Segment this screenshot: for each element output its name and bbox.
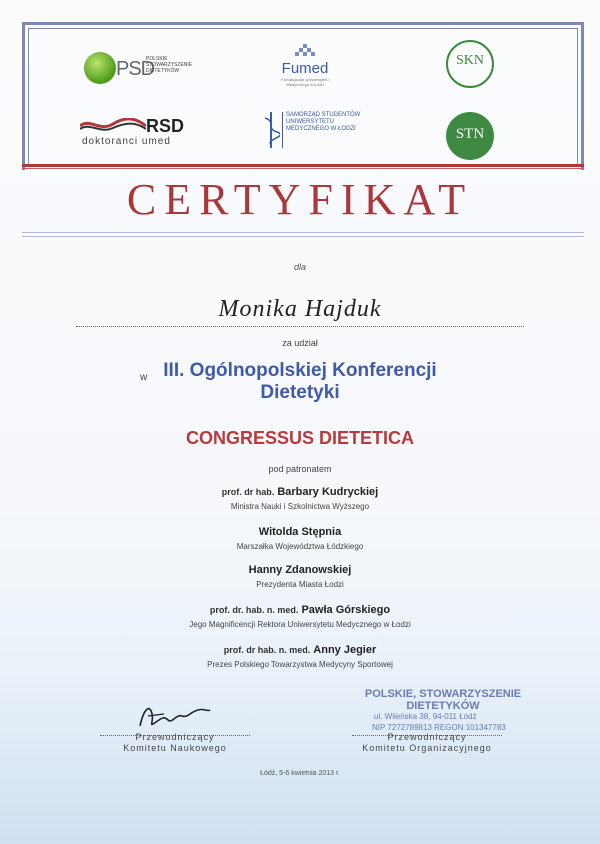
conference-name: III. Ogólnopolskiej Konferencji Dietetyki (163, 360, 437, 403)
patron-name: Hanny Zdanowskiej (248, 564, 352, 576)
patron-role: Prezes Polskiego Towarzystwa Medycyny Sportowej (207, 660, 393, 669)
for-label: dla (293, 262, 306, 272)
patron-item (0, 644, 600, 669)
patron-prefix: prof. dr hab. (221, 487, 275, 497)
fumed-dots-icon (295, 44, 315, 60)
patron-name: Witolda Stępnia (258, 526, 342, 538)
skn-logo (446, 40, 494, 88)
caduceus-icon (262, 110, 280, 150)
title-divider (22, 232, 584, 233)
left-signature-label (100, 732, 250, 754)
samorzad-logo (262, 110, 362, 154)
right-signature-committee: Komitetu Organizacyjnego (362, 743, 492, 753)
apple-icon (84, 52, 116, 84)
participation-label: za udział (282, 338, 318, 348)
patron-item (0, 486, 600, 511)
right-signature-title: Przewodniczący (387, 732, 467, 742)
stn-logo (446, 112, 494, 160)
certificate-title: CERTYFIKAT (126, 175, 474, 224)
handwritten-signature (134, 700, 214, 732)
fumed-logo (270, 44, 340, 104)
header-divider (22, 164, 584, 167)
left-signature-title: Przewodniczący (135, 732, 215, 742)
patron-name: Barbary Kudryckiej (277, 486, 379, 498)
patron-item (0, 564, 600, 589)
fumed-word: Fumed (281, 60, 329, 77)
patron-role: Prezydenta Miasta Łodzi (256, 580, 344, 589)
recipient-name: Monika Hajduk (218, 296, 382, 322)
stamp-address: ul. Wileńska 38, 94-011 Łódź (374, 712, 477, 721)
issue-date: Łódź, 5-6 kwietnia 2013 r. (260, 770, 340, 777)
congress-title: CONGRESSUS DIETETICA (185, 428, 415, 448)
recipient-underline (76, 326, 524, 327)
samorzad-text: SAMORZĄD STUDENTÓW UNIWERSYTETU MEDYCZNEGO W ŁODZI (286, 112, 361, 132)
patron-prefix: prof. dr. hab. n. med. (209, 605, 299, 615)
stn-letters: STN (455, 126, 485, 142)
patron-role: Ministra Nauki i Szkolnictwa Wyższego (230, 502, 370, 511)
left-signature-committee: Komitetu Naukowego (123, 743, 227, 753)
psd-letters: PSD (116, 58, 155, 80)
patron-role: Jego Magnificencji Rektora Uniwersytetu Medycznego w Łodzi (189, 620, 411, 629)
skn-letters: SKN (455, 53, 484, 68)
psd-logo (84, 52, 204, 92)
rsd-logo (80, 116, 200, 152)
title-divider-thin (22, 236, 584, 237)
patron-name: Pawła Górskiego (301, 604, 391, 616)
rsd-subtitle: doktoranci umed (82, 136, 171, 147)
psd-name: POLSKIE STOWARZYSZENIE DIETETYKÓW (146, 56, 193, 74)
patron-item (0, 604, 600, 629)
patron-item (0, 526, 600, 551)
patron-role: Marszałka Województwa Łódzkiego (236, 542, 364, 551)
fumed-subtitle: Fundacja dla Uniwersytetu Medycznego w Łodzi (281, 77, 329, 87)
header-divider-thin (22, 168, 584, 169)
rsd-wave-icon (80, 118, 146, 132)
stamp-organization: POLSKIE, STOWARZYSZENIE DIETETYKÓW (364, 688, 522, 712)
samorzad-divider (282, 112, 283, 148)
patron-name: Anny Jegier (313, 644, 377, 656)
stamp-ids: NIP 7272789813 REGON 101347783 (372, 723, 506, 732)
patron-prefix: prof. dr hab. n. med. (223, 645, 311, 655)
patronage-label: pod patronatem (268, 464, 332, 474)
right-signature-label (352, 732, 502, 754)
rsd-word: RSD (146, 116, 185, 136)
conference-prefix: w (140, 372, 148, 383)
